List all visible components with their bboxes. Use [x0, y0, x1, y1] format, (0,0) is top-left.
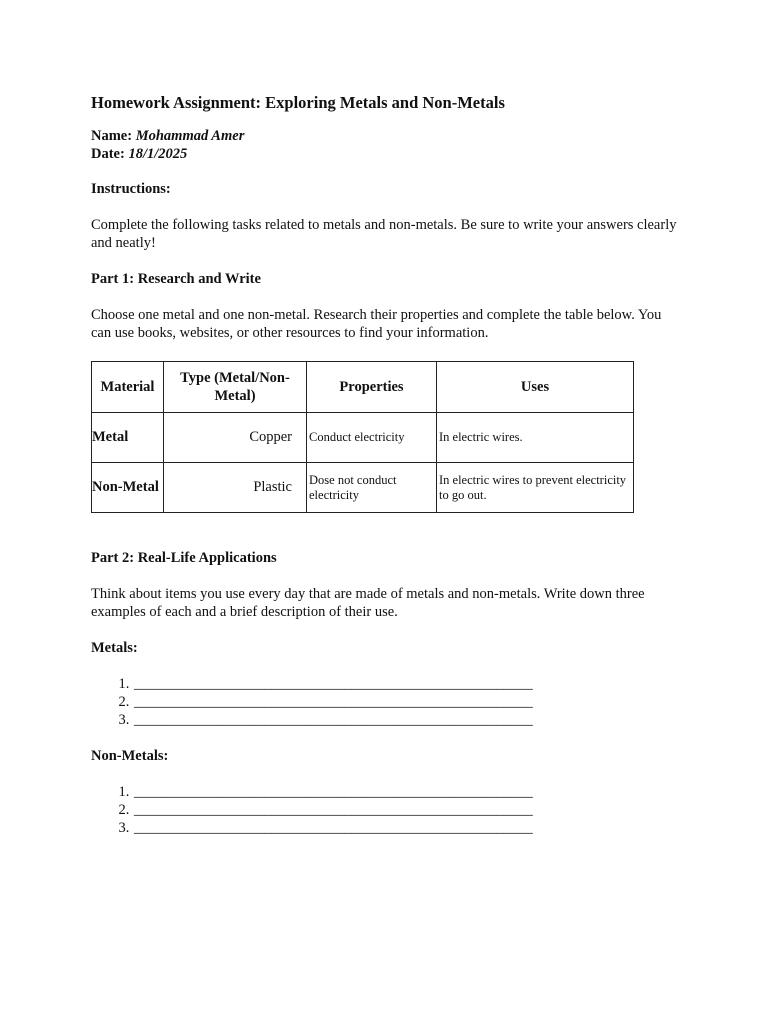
- list-item: 2. _______________________________________________________: [133, 801, 681, 819]
- metals-list: [91, 675, 681, 729]
- instructions-heading: Instructions:: [91, 181, 171, 197]
- materials-table: [91, 361, 634, 513]
- list-item: 3. _______________________________________________________: [133, 711, 681, 729]
- table-header-row: [92, 362, 634, 413]
- metals-heading: Metals:: [91, 640, 138, 656]
- header-uses: Uses: [437, 362, 634, 413]
- header-material: Material: [92, 362, 164, 413]
- properties-cell: Conduct electricity: [307, 413, 437, 463]
- table-row: [92, 413, 634, 463]
- nonmetals-heading: Non-Metals:: [91, 748, 169, 764]
- table-row: [92, 463, 634, 513]
- part2-text: Think about items you use every day that are made of metals and non-metals. Write down three examples of each and a brief description of their use.: [91, 586, 645, 620]
- date-value: 18/1/2025: [128, 146, 188, 162]
- name-value: Mohammad Amer: [135, 128, 245, 144]
- part2-heading: Part 2: Real-Life Applications: [91, 550, 277, 566]
- type-cell: Plastic: [164, 463, 307, 513]
- list-item: 1. _______________________________________________________: [133, 675, 681, 693]
- name-line: [91, 127, 681, 145]
- nonmetals-list: [91, 783, 681, 837]
- document-page: [91, 92, 681, 837]
- part1-text: Choose one metal and one non-metal. Research their properties and complete the table below. You can use books, websites, or other resources to find your information.: [91, 307, 662, 341]
- name-label: Name:: [91, 128, 133, 144]
- material-cell: Metal: [92, 413, 164, 463]
- uses-cell: In electric wires.: [437, 413, 634, 463]
- instructions-text: Complete the following tasks related to metals and non-metals. Be sure to write your answers clearly and neatly!: [91, 217, 677, 251]
- part1-heading: Part 1: Research and Write: [91, 271, 261, 287]
- date-label: Date:: [91, 146, 125, 162]
- material-cell: Non-Metal: [92, 463, 164, 513]
- list-item: 3. _______________________________________________________: [133, 819, 681, 837]
- properties-cell: Dose not conduct electricity: [307, 463, 437, 513]
- uses-cell: In electric wires to prevent electricity to go out.: [437, 463, 634, 513]
- list-item: 1. _______________________________________________________: [133, 783, 681, 801]
- header-properties: Properties: [307, 362, 437, 413]
- type-cell: Copper: [164, 413, 307, 463]
- date-line: [91, 145, 681, 163]
- list-item: 2. _______________________________________________________: [133, 693, 681, 711]
- document-title: Homework Assignment: Exploring Metals and Non-Metals: [91, 93, 505, 112]
- header-type: Type (Metal/Non-Metal): [164, 362, 307, 413]
